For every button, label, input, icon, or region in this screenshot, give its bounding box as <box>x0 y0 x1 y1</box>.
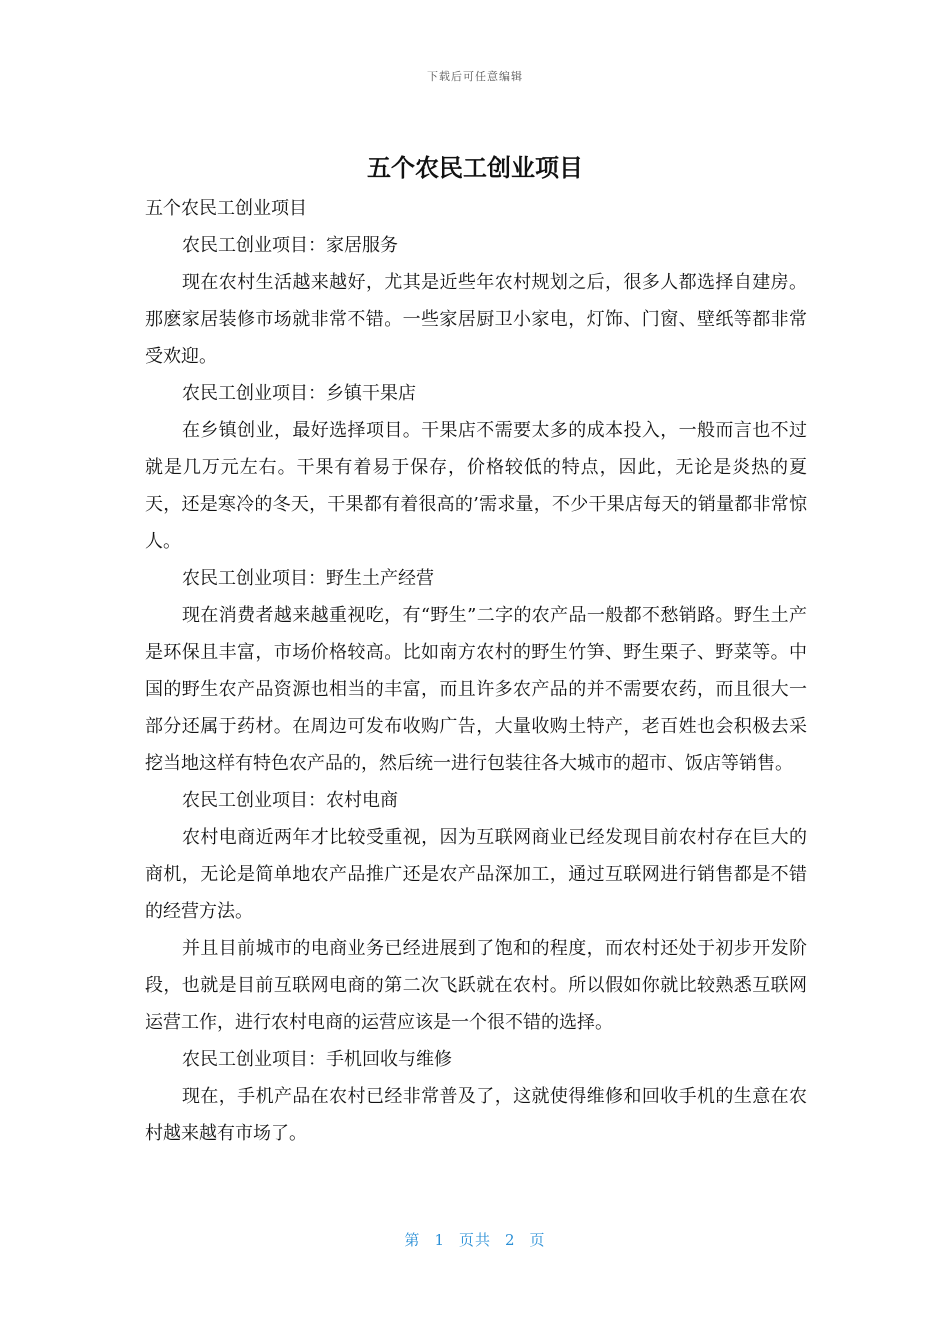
section-heading-wild-products: 农民工创业项目：野生土产经营 <box>182 568 434 589</box>
document-title: 五个农民工创业项目 <box>367 154 583 182</box>
header-note: 下载后可任意编辑 <box>427 70 523 83</box>
footer-prefix: 第 <box>404 1231 421 1249</box>
section-heading-phone-repair: 农民工创业项目：手机回收与维修 <box>182 1049 452 1070</box>
footer-suffix: 页 <box>529 1231 546 1249</box>
paragraph-wild-products: 现在消费者越来越重视吃，有“野生”二字的农产品一般都不愁销路。野生土产是环保且丰富，市场价格较高。比如南方农村的野生竹笋、野生栗子、野菜等。中国的野生农产品资源也相当的丰富，而且许多农产品的并不需要农药，而且很大一部分还属于药材。在周边可发布收购广告，大量收购土特产，老百姓也会积极去采挖当地这样有特色农产品的，然后统一进行包装往各大城市的超市、饭店等销售。 <box>145 605 807 774</box>
footer-total-pages: 2 <box>505 1231 516 1249</box>
section-heading-home-services: 农民工创业项目：家居服务 <box>182 235 398 256</box>
page-footer <box>0 1229 950 1250</box>
footer-middle: 页共 <box>458 1231 491 1249</box>
paragraph-phone-repair: 现在，手机产品在农村已经非常普及了，这就使得维修和回收手机的生意在农村越来越有市场了。 <box>145 1086 807 1144</box>
paragraph-dried-fruit: 在乡镇创业，最好选择项目。干果店不需要太多的成本投入，一般而言也不过就是几万元左右。干果有着易于保存，价格较低的特点，因此，无论是炎热的夏天，还是寒冷的冬天，干果都有着很高的’需求量，不少干果店每天的销量都非常惊人。 <box>145 420 807 552</box>
document-body <box>145 190 807 1152</box>
section-heading-rural-ecommerce: 农民工创业项目：农村电商 <box>182 790 398 811</box>
paragraph-rural-ecommerce-2: 并且目前城市的电商业务已经进展到了饱和的程度，而农村还处于初步开发阶段，也就是目前互联网电商的第二次飞跃就在农村。所以假如你就比较熟悉互联网运营工作，进行农村电商的运营应该是一个很不错的选择。 <box>145 938 807 1033</box>
footer-current-page: 1 <box>434 1231 445 1249</box>
section-heading-dried-fruit: 农民工创业项目：乡镇干果店 <box>182 383 416 404</box>
paragraph-home-services: 现在农村生活越来越好，尤其是近些年农村规划之后，很多人都选择自建房。那麽家居装修市场就非常不错。一些家居厨卫小家电，灯饰、门窗、壁纸等都非常受欢迎。 <box>145 272 807 367</box>
intro-line: 五个农民工创业项目 <box>145 198 307 219</box>
paragraph-rural-ecommerce-1: 农村电商近两年才比较受重视，因为互联网商业已经发现目前农村存在巨大的商机，无论是简单地农产品推广还是农产品深加工，通过互联网进行销售都是不错的经营方法。 <box>145 827 807 922</box>
